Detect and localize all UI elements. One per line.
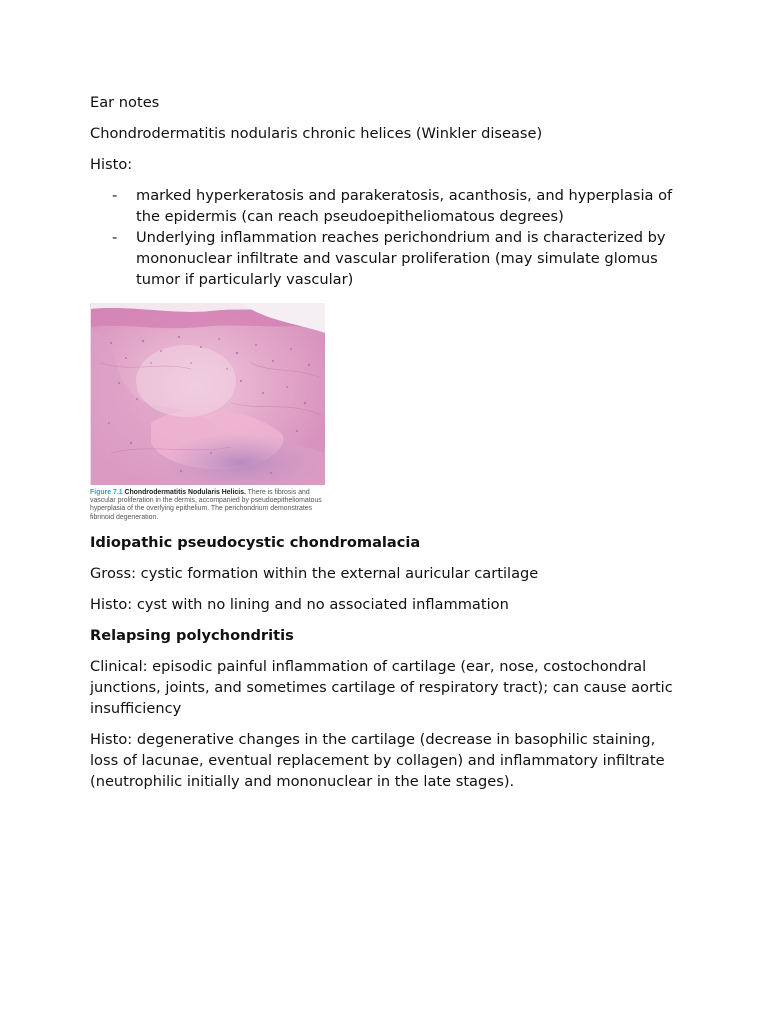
figure-caption (90, 489, 326, 522)
clinical-text: Clinical: episodic painful inflammation of cartilage (ear, nose, costochondral junctions, joints, and sometimes cartilage of respiratory tract); can cause aortic insufficiency (90, 657, 673, 717)
section-heading-polychondritis: Relapsing polychondritis (90, 626, 294, 644)
list-item (90, 185, 680, 227)
bullet-text: Underlying inflammation reaches perichondrium and is characterized by mononuclear infiltrate and vascular proliferation (may simulate glomus tumor if particularly vascular) (136, 229, 666, 288)
document-page (90, 92, 680, 802)
figure-caption-text: There is fibrosis and vascular proliferation in the dermis, accompanied by pseudoepitheliomatous hyperplasia of the overlying epithelium. The perichondrium demonstrates fibrinoid degeneration. (90, 489, 322, 521)
bullet-dash: - (112, 187, 118, 204)
histo-label: Histo: (90, 156, 133, 173)
section-heading-pseudocystic: Idiopathic pseudocystic chondromalacia (90, 533, 421, 551)
gross-text: Gross: cystic formation within the external auricular cartilage (90, 564, 539, 582)
histo-text-polychondritis: Histo: degenerative changes in the cartilage (decrease in basophilic staining, loss of lacunae, eventual replacement by collagen) and inflammatory infiltrate (neutrophilic initially and mononuclear in the late stages). (90, 730, 665, 790)
micrograph-drawing (91, 303, 325, 485)
bullet-text: marked hyperkeratosis and parakeratosis, acanthosis, and hyperplasia of the epidermis (can reach pseudoepitheliomatous degrees) (136, 187, 673, 225)
list-item (90, 227, 680, 290)
document-title: Ear notes (90, 94, 160, 111)
micrograph-image (90, 303, 325, 485)
histo-text-pseudocystic: Histo: cyst with no lining and no associated inflammation (90, 595, 509, 613)
section-heading-chondrodermatitis: Chondrodermatitis nodularis chronic helices (Winkler disease) (90, 125, 543, 142)
bullet-dash: - (112, 229, 118, 246)
histology-figure (90, 303, 326, 522)
figure-title: Chondrodermatitis Nodularis Helicis. (124, 489, 246, 496)
histo-bullet-list (90, 185, 680, 290)
figure-number: Figure 7.1 (90, 489, 123, 496)
